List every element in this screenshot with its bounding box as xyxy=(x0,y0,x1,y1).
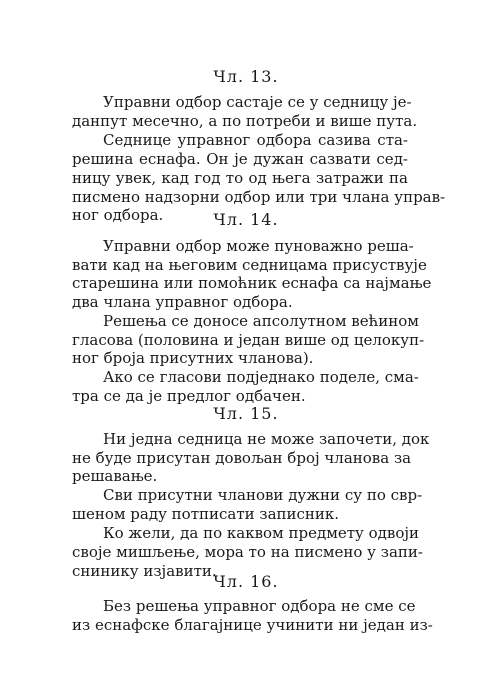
text-line: два члана управног одбора. xyxy=(72,293,293,311)
text-line: Ко жели, да по каквом предмету одвоји xyxy=(103,524,420,542)
article-14-heading: Чл. 14. xyxy=(213,210,279,229)
article-15-heading: Чл. 15. xyxy=(213,404,279,423)
text-line: ног броја присутних чланова). xyxy=(72,349,314,367)
text-line: Седнице управног одбора сазива ста- xyxy=(103,131,408,149)
text-line: гласова (половина и један више од целокуп- xyxy=(72,331,425,349)
text-line: решавање. xyxy=(72,467,158,485)
text-line: Управни одбор састаје се у седницу је- xyxy=(103,93,412,111)
text-line: своје мишљење, мора то на писмено у запи- xyxy=(72,543,423,561)
text-line: не буде присутан довољан број чланова за xyxy=(72,449,412,467)
article-16-heading: Чл. 16. xyxy=(213,572,279,591)
text-line: Без решења управног одбора не сме се xyxy=(103,597,416,615)
article-13-heading: Чл. 13. xyxy=(213,67,279,86)
text-line: шеном раду потписати записник. xyxy=(72,505,340,523)
text-line: решина еснафа. Он је дужан сазвати сед- xyxy=(72,150,408,168)
text-line: снинику изјавити. xyxy=(72,562,217,580)
text-line: Ни једна седница не може започети, док xyxy=(103,430,430,448)
text-line: старешина или помоћник еснафа са најмање xyxy=(72,274,432,292)
text-line: Решења се доносе апсолутном већином xyxy=(103,312,419,330)
text-line: Сви присутни чланови дужни су по свр- xyxy=(103,486,423,504)
text-line: ног одбора. xyxy=(72,206,164,224)
text-line: ницу увек, кад год то од њега затражи па xyxy=(72,169,408,187)
text-line: тра се да је предлог одбачен. xyxy=(72,387,306,405)
text-line: данпут месечно, а по потреби и више пута. xyxy=(72,112,418,130)
text-line: вати кад на његовим седницама присуствује xyxy=(72,256,427,274)
text-line: Ако се гласови подједнако поделе, сма- xyxy=(103,368,419,386)
text-line: из еснафске благајнице учинити ни један из- xyxy=(72,616,433,634)
text-line: Управни одбор може пуноважно реша- xyxy=(103,237,414,255)
text-line: писмено надзорни одбор или три члана управ- xyxy=(72,188,446,206)
